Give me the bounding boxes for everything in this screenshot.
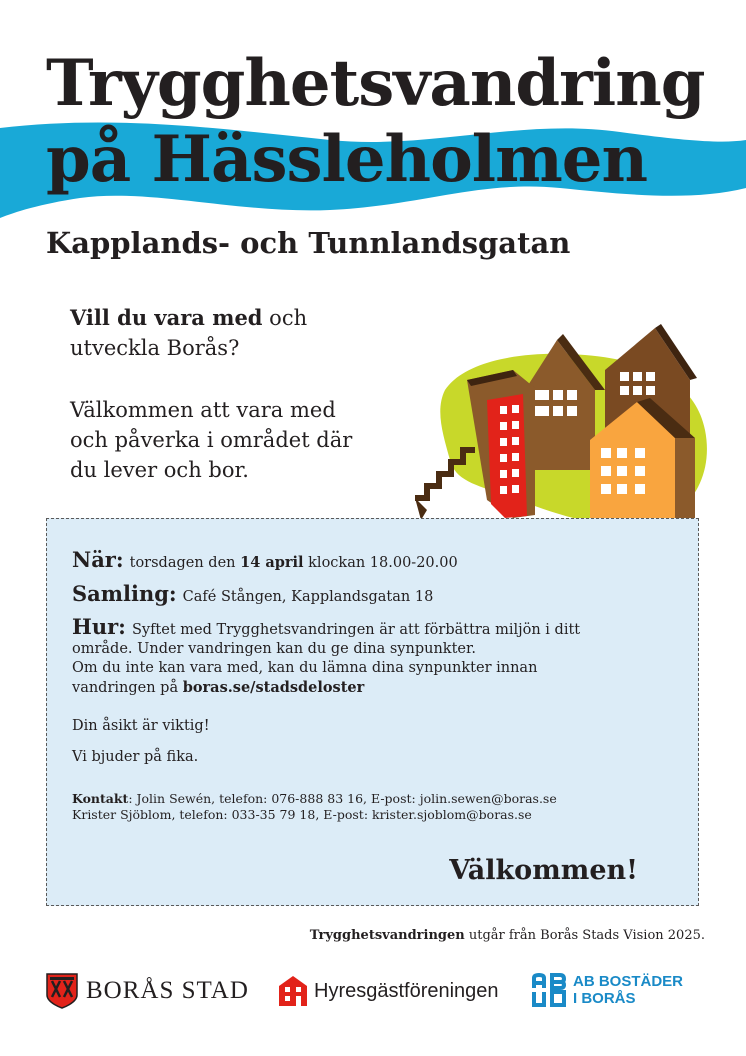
hyresgast-text: Hyresgästföreningen	[314, 979, 499, 1002]
intro-bold: Vill du vara med	[70, 305, 263, 330]
welcome-text: Välkommen!	[449, 855, 638, 886]
intro-rest: och	[262, 306, 308, 330]
page-subtitle: Kapplands- och Tunnlandsgatan	[46, 226, 571, 260]
intro-line2: utveckla Borås?	[70, 336, 240, 360]
title-line-1: Trygghetsvandring	[46, 46, 705, 121]
boras-stad-text: BORÅS STAD	[86, 977, 249, 1004]
contact-line1: : Jolin Sewén, telefon: 076-888 83 16, E-post: jolin.sewen@boras.se	[128, 791, 557, 806]
title-line-2: på Hässleholmen	[46, 122, 648, 197]
ab-bostader-icon	[531, 972, 567, 1008]
ab-bostader-text	[573, 973, 683, 1007]
place-label: Samling:	[72, 581, 177, 606]
intro-line5: du lever och bor.	[70, 458, 249, 482]
logo-bar	[0, 968, 746, 1018]
contact-line2: Krister Sjöblom, telefon: 033-35 79 18, E-post: krister.sjoblom@boras.se	[72, 807, 532, 822]
intro-text	[70, 303, 352, 485]
hyresgastforeningen-logo[interactable]	[278, 975, 499, 1007]
when-row	[72, 547, 458, 572]
ab-line1: AB BOSTÄDER	[573, 973, 684, 990]
intro-line4: och påverka i området där	[70, 428, 353, 452]
when-date: 14 april	[240, 554, 304, 571]
intro-line3: Välkommen att vara med	[70, 398, 336, 422]
origin-text	[310, 928, 705, 943]
how-line3: Om du inte kan vara med, kan du lämna dina synpunkter innan	[72, 660, 538, 676]
origin-rest: utgår från Borås Stads Vision 2025.	[464, 928, 705, 943]
page-title	[46, 46, 704, 198]
how-line1: Syftet med Trygghetsvandringen är att förbättra miljön i ditt	[131, 622, 581, 638]
boras-shield-icon	[46, 973, 78, 1009]
when-label: När:	[72, 547, 124, 572]
place-text: Café Stången, Kapplandsgatan 18	[182, 589, 434, 605]
origin-bold: Trygghetsvandringen	[309, 928, 465, 943]
ab-line2: I BORÅS	[573, 990, 636, 1007]
contact-label: Kontakt	[72, 791, 129, 806]
how-section	[72, 614, 682, 698]
how-line2: område. Under vandringen kan du ge dina synpunkter.	[72, 641, 476, 657]
how-line4: vandringen på	[72, 680, 183, 696]
how-label: Hur:	[72, 614, 126, 639]
info-box	[46, 518, 699, 906]
hyresgast-house-icon	[278, 975, 308, 1007]
place-row	[72, 581, 433, 606]
when-pre: torsdagen den	[129, 555, 241, 571]
opinion-text: Din åsikt är viktig!	[72, 718, 210, 734]
boras-stad-logo[interactable]	[46, 973, 249, 1009]
contact-block	[72, 791, 557, 823]
when-post: klockan 18.00-20.00	[303, 555, 458, 571]
stadsdeloster-link[interactable]: boras.se/stadsdeloster	[182, 679, 365, 696]
ab-bostader-logo[interactable]	[531, 972, 683, 1008]
houses-illustration-icon	[405, 320, 715, 530]
fika-text: Vi bjuder på fika.	[72, 749, 199, 765]
